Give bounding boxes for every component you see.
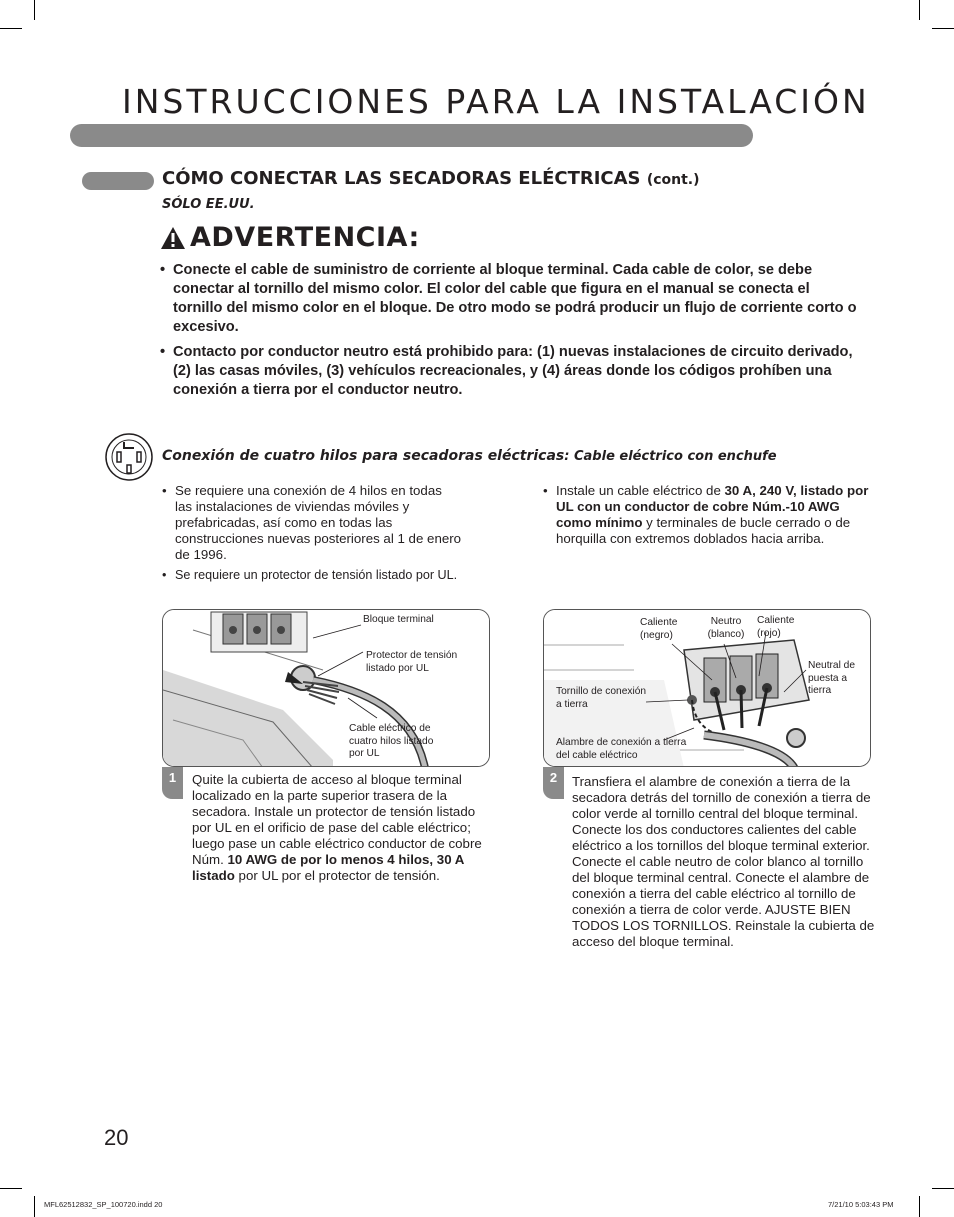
subsection-title-suffix: : Cable eléctrico con enchufe [564,449,777,464]
crop-mark [0,1188,22,1189]
section-subtitle: SÓLO EE.UU. [162,197,255,212]
header-bar [70,124,753,147]
step-1-text-bold: 10 AWG de por lo menos 4 hilos, 30 A listado [192,852,464,883]
step-1-text [192,772,492,884]
subsection-title [162,448,777,464]
left-bullet-list [162,483,482,587]
step-number-badge: 1 [162,767,183,799]
crop-mark [34,1196,35,1217]
section-bar [82,172,154,190]
label-neutral-ground: Neutral de puesta a tierra [808,660,856,696]
page-number: 20 [104,1125,129,1150]
step-1-text-b: por UL por el protector de tensión. [234,868,440,883]
list-item: • Se requiere un protector de tensión listado por UL. [162,567,492,583]
crop-mark [34,0,35,20]
crop-mark [0,28,22,29]
page-title: INSTRUCCIONES PARA LA INSTALACIÓN [122,82,870,121]
warning-item: • Conecte el cable de suministro de corriente al bloque terminal. Cada cable de color, se debe conectar al tornillo del mismo color. El color del cable que figura en el manual se conecta el tornillo del mismo color en el bloque. De otro modo se podrá producir un flujo de corriente corto o excesivo. [160,261,860,337]
label-hot-black: Caliente (negro) [640,617,678,641]
step-2-text: Transfiera el alambre de conexión a tierra de la secadora detrás del tornillo de conexión a tierra de color verde al tornillo central del bloque terminal. Conecte los dos conductores calientes del cable eléctrico a los tornillos del bloque terminal exterior. Conecte el cable neutro de color blanco al tornillo del bloque terminal central. Conecte el alambre de conexión a tierra del cable eléctrico al tornillo de conexión a tierra de color verde. AJUSTE BIEN TODOS LOS TORNILLOS. Reinstale la cubierta de acceso del bloque terminal. [572,774,875,949]
right-bullet-list [543,483,878,551]
section-title [162,168,700,189]
four-prong-outlet-icon [104,432,154,482]
crop-mark [932,28,954,29]
right-bullet-prefix: Instale un cable eléctrico de [556,483,725,498]
label-neutral-white: Neutro (blanco) [707,616,745,640]
right-bullet-suffix: y terminales de bucle cerrado o de horquilla con extremos doblados hacia arriba. [556,515,851,546]
section-title-cont: (cont.) [646,172,700,188]
label-terminal-block: Bloque terminal [363,614,434,625]
step-1-text-a: Quite la cubierta de acceso al bloque terminal localizado en la parte superior trasera de la secadora. Instale un protector de tensión listado por UL en el orificio de pase del cable eléctrico; luego pase un cable eléctrico conductor de cobre Núm. [192,772,482,867]
label-four-wire-cord: Cable eléctrico de cuatro hilos listado por UL [349,723,434,759]
list-item: • Se requiere una conexión de 4 hilos en todas las instalaciones de viviendas móviles y prefabricadas, así como en todas las construcciones nuevas posteriores al 1 de enero de 1996. [162,483,462,563]
footer-filename: MFL62512832_SP_100720.indd 20 [44,1200,163,1209]
label-hot-red: Caliente (rojo) [757,615,795,639]
list-item [543,483,878,547]
footer-timestamp: 7/21/10 5:03:43 PM [828,1200,894,1209]
label-ground-screw: Tornillo de conexión a tierra [556,686,647,710]
crop-mark [919,1196,920,1217]
warning-title: ADVERTENCIA: [190,222,420,253]
label-strain-relief: Protector de tensión listado por UL [366,650,458,674]
warning-list [160,261,860,406]
step-number-badge: 2 [543,767,564,799]
crop-mark [932,1188,954,1189]
right-bullet-bold: 30 A, 240 V, listado por UL con un conductor de cobre Núm.-10 AWG como mínimo [556,483,869,530]
figure-2 [543,609,871,767]
figure-1 [162,609,490,767]
warning-header [160,222,420,253]
section-title-text: CÓMO CONECTAR LAS SECADORAS ELÉCTRICAS [162,168,641,189]
warning-item: • Contacto por conductor neutro está prohibido para: (1) nuevas instalaciones de circuito derivado, (2) las casas móviles, (3) vehículos recreacionales, y (4) áreas donde los códigos prohíben una conexión a tierra por el conductor neutro. [160,343,860,400]
warning-triangle-icon [160,226,186,250]
crop-mark [919,0,920,20]
label-ground-wire: Alambre de conexión a tierra del cable eléctrico [556,737,687,761]
subsection-title-main: Conexión de cuatro hilos para secadoras eléctricas [162,448,565,464]
